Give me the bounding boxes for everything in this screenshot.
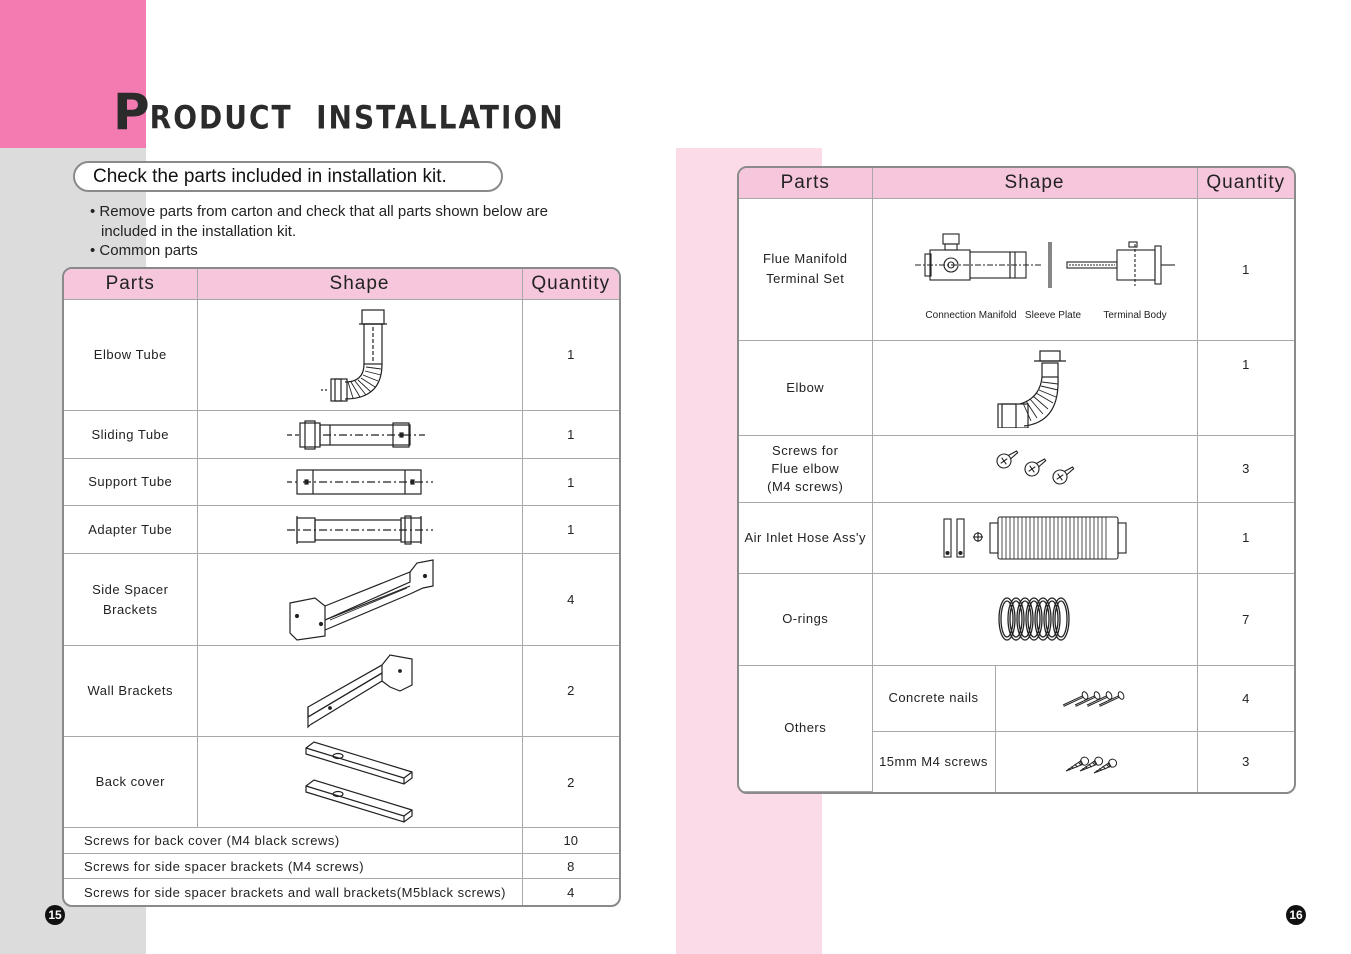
side-spacer-bracket-icon bbox=[285, 558, 435, 642]
table-row bbox=[739, 573, 1294, 665]
part-qty: 1 bbox=[1197, 340, 1294, 435]
m4-screws-icon bbox=[1064, 749, 1128, 775]
elbow-tube-icon bbox=[315, 307, 405, 403]
part-name: Air Inlet Hose Ass'y bbox=[739, 502, 872, 573]
sliding-tube-icon bbox=[285, 420, 435, 450]
part-qty: 4 bbox=[522, 554, 619, 645]
part-qty: 3 bbox=[1197, 731, 1294, 791]
part-name: Support Tube bbox=[64, 459, 197, 506]
bullet-line-1: • Remove parts from carton and check that all parts shown below are bbox=[90, 203, 548, 220]
table-row bbox=[739, 340, 1294, 435]
common-parts-table bbox=[62, 267, 621, 907]
part-name: Elbow Tube bbox=[64, 299, 197, 410]
part-name: Back cover bbox=[64, 736, 197, 827]
screw-qty: 8 bbox=[522, 854, 619, 879]
table-row bbox=[739, 198, 1294, 340]
table-row bbox=[64, 854, 619, 879]
back-cover-icon bbox=[300, 740, 420, 824]
table-row bbox=[64, 506, 619, 554]
part-qty: 2 bbox=[522, 645, 619, 736]
page-title bbox=[113, 84, 565, 140]
screw-part-name: Screws for back cover (M4 black screws) bbox=[64, 828, 522, 854]
part-name: Side Spacer Brackets bbox=[64, 554, 197, 645]
part-qty: 1 bbox=[522, 410, 619, 458]
part-qty: 1 bbox=[1197, 198, 1294, 340]
title-initial: P bbox=[113, 83, 150, 141]
page-number-right: 16 bbox=[1286, 905, 1306, 925]
part-qty: 2 bbox=[522, 736, 619, 827]
part-name: O-rings bbox=[739, 573, 872, 665]
wall-bracket-icon bbox=[300, 651, 420, 731]
caption-terminal-body: Terminal Body bbox=[1102, 310, 1167, 322]
elbow-icon bbox=[990, 348, 1080, 428]
page-number-left: 15 bbox=[45, 905, 65, 925]
caption-sleeve-plate: Sleeve Plate bbox=[1024, 310, 1081, 322]
screw-part-name: Screws for side spacer brackets and wall brackets(M5black screws) bbox=[64, 879, 522, 905]
table-row bbox=[64, 828, 619, 854]
o-rings-icon bbox=[995, 594, 1075, 644]
screw-qty: 10 bbox=[522, 828, 619, 854]
adapter-tube-icon bbox=[285, 515, 435, 545]
part-qty: 3 bbox=[1197, 435, 1294, 502]
caption-connection-manifold: Connection Manifold bbox=[924, 310, 1017, 322]
bullet-line-2: included in the installation kit. bbox=[101, 222, 297, 240]
part-name: Flue Manifold Terminal Set bbox=[739, 198, 872, 340]
table-row bbox=[64, 459, 619, 506]
part-qty: 7 bbox=[1197, 573, 1294, 665]
table-row bbox=[64, 736, 619, 827]
part-qty: 1 bbox=[522, 459, 619, 506]
header-quantity: Quantity bbox=[1197, 168, 1294, 198]
part-name: Concrete nails bbox=[872, 665, 995, 731]
support-tube-icon bbox=[285, 467, 435, 497]
flue-screws-icon bbox=[990, 447, 1080, 491]
table-row bbox=[739, 435, 1294, 502]
table-row bbox=[64, 554, 619, 645]
part-name: Elbow bbox=[739, 340, 872, 435]
air-inlet-hose-icon bbox=[940, 515, 1130, 561]
header-parts: Parts bbox=[64, 269, 197, 299]
section-heading-pill: Check the parts included in installation kit. bbox=[73, 161, 503, 192]
table-row bbox=[64, 299, 619, 410]
header-parts: Parts bbox=[739, 168, 872, 198]
part-qty: 4 bbox=[1197, 665, 1294, 731]
terminal-parts-table bbox=[737, 166, 1296, 794]
instructions bbox=[90, 202, 610, 261]
others-label: Others bbox=[739, 665, 872, 791]
part-name: Wall Brackets bbox=[64, 645, 197, 736]
title-rest: RODUCT INSTALLATION bbox=[149, 98, 565, 137]
table-row bbox=[64, 879, 619, 905]
part-name: Adapter Tube bbox=[64, 506, 197, 554]
bullet-line-3: • Common parts bbox=[90, 242, 198, 259]
part-qty: 1 bbox=[1197, 502, 1294, 573]
header-quantity: Quantity bbox=[522, 269, 619, 299]
header-shape: Shape bbox=[197, 269, 522, 299]
screw-qty: 4 bbox=[522, 879, 619, 905]
screw-part-name: Screws for side spacer brackets (M4 screws) bbox=[64, 854, 522, 879]
flue-manifold-terminal-icon bbox=[885, 214, 1185, 324]
part-name: 15mm M4 screws bbox=[872, 731, 995, 791]
part-name: Screws for Flue elbow (M4 screws) bbox=[739, 435, 872, 502]
part-qty: 1 bbox=[522, 506, 619, 554]
table-row bbox=[739, 665, 1294, 731]
table-row bbox=[739, 502, 1294, 573]
table-row bbox=[64, 645, 619, 736]
concrete-nails-icon bbox=[1061, 687, 1131, 709]
part-name: Sliding Tube bbox=[64, 410, 197, 458]
table-row bbox=[64, 410, 619, 458]
part-qty: 1 bbox=[522, 299, 619, 410]
header-shape: Shape bbox=[872, 168, 1197, 198]
